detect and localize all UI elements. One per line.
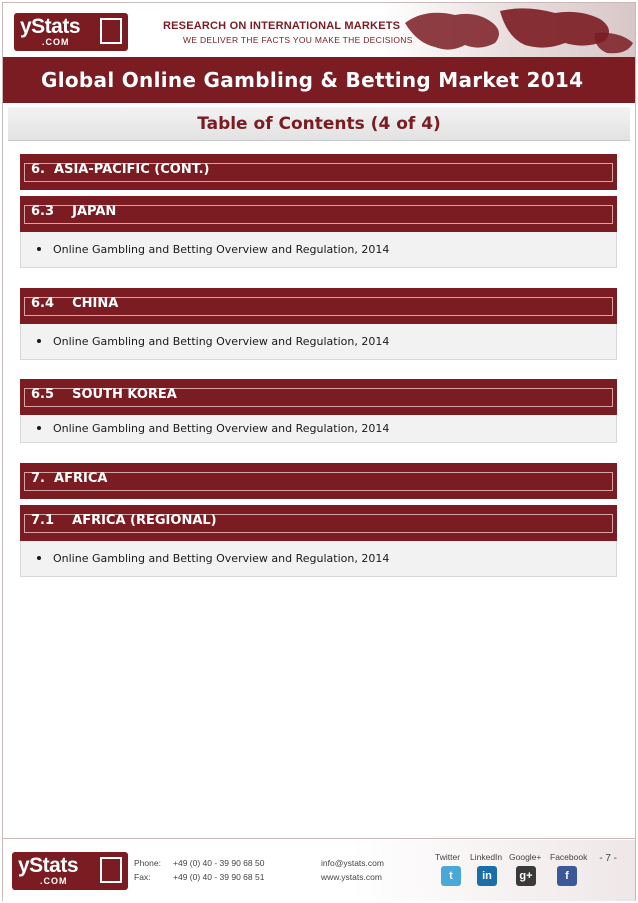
logo-mark-icon	[100, 18, 122, 44]
twitter-icon[interactable]: t	[441, 866, 461, 886]
page-number: - 7 -	[599, 853, 617, 864]
googleplus-label: Google+	[509, 852, 542, 862]
phone-number: +49 (0) 40 - 39 90 68 50	[173, 858, 265, 868]
toc-heading-bar	[8, 107, 630, 141]
section-header-africa-regional	[20, 505, 617, 541]
page-footer	[3, 840, 635, 901]
section-header-japan	[20, 196, 617, 232]
section-header-south-korea	[20, 379, 617, 415]
section-header-china	[20, 288, 617, 324]
website-link[interactable]: www.ystats.com	[321, 872, 382, 882]
footer-ystats-logo[interactable]	[12, 852, 128, 890]
section-label: 7. AFRICA	[31, 471, 108, 486]
logo-mark-icon	[100, 857, 122, 883]
section-body-japan	[20, 232, 617, 268]
footer-divider	[3, 838, 635, 839]
section-label: 6.4 CHINA	[31, 296, 119, 311]
fax-number: +49 (0) 40 - 39 90 68 51	[173, 872, 265, 882]
header-banner	[3, 3, 635, 57]
linkedin-label: LinkedIn	[470, 852, 503, 862]
tagline-primary: RESEARCH ON INTERNATIONAL MARKETS	[163, 20, 401, 32]
bullet-icon	[37, 426, 41, 430]
section-label: 6. ASIA-PACIFIC (CONT.)	[31, 162, 210, 177]
list-item	[37, 552, 389, 565]
logo-subtext: .COM	[40, 876, 68, 886]
section-header-frame	[24, 472, 613, 491]
toc-heading: Table of Contents (4 of 4)	[197, 114, 441, 134]
section-body-south-korea	[20, 415, 617, 443]
contact-numbers	[173, 856, 264, 884]
logo-subtext: .COM	[42, 37, 70, 47]
list-item-text: Online Gambling and Betting Overview and Regulation, 2014	[53, 422, 390, 435]
page-header	[3, 3, 635, 103]
list-item-text: Online Gambling and Betting Overview and Regulation, 2014	[53, 243, 390, 256]
facebook-icon[interactable]: f	[557, 866, 577, 886]
section-label: 6.5 SOUTH KOREA	[31, 387, 177, 402]
linkedin-icon[interactable]: in	[477, 866, 497, 886]
googleplus-icon[interactable]: g+	[516, 866, 536, 886]
section-header-asia-pacific	[20, 154, 617, 190]
section-body-africa-regional	[20, 541, 617, 577]
phone-label: Phone:	[134, 858, 161, 868]
page-title: Global Online Gambling & Betting Market 2014	[41, 68, 584, 92]
bullet-icon	[37, 247, 41, 251]
facebook-label: Facebook	[550, 852, 588, 862]
list-item-text: Online Gambling and Betting Overview and Regulation, 2014	[53, 335, 390, 348]
bullet-icon	[37, 339, 41, 343]
ystats-logo[interactable]	[14, 13, 128, 51]
list-item-text: Online Gambling and Betting Overview and Regulation, 2014	[53, 552, 390, 565]
email-link[interactable]: info@ystats.com	[321, 858, 384, 868]
twitter-label: Twitter	[435, 852, 461, 862]
section-label: 7.1 AFRICA (REGIONAL)	[31, 513, 217, 528]
tagline-secondary: WE DELIVER THE FACTS YOU MAKE THE DECISIONS	[183, 35, 413, 45]
section-body-china	[20, 324, 617, 360]
section-header-africa	[20, 463, 617, 499]
list-item	[37, 335, 389, 348]
logo-text: yStats	[18, 854, 79, 877]
world-map-graphic	[395, 3, 635, 57]
contact-labels	[134, 856, 161, 884]
list-item	[37, 243, 389, 256]
contact-web	[321, 856, 384, 884]
fax-label: Fax:	[134, 872, 151, 882]
bullet-icon	[37, 556, 41, 560]
list-item	[37, 422, 389, 435]
logo-text: yStats	[20, 15, 81, 38]
section-label: 6.3 JAPAN	[31, 204, 117, 219]
title-bar	[3, 57, 635, 103]
